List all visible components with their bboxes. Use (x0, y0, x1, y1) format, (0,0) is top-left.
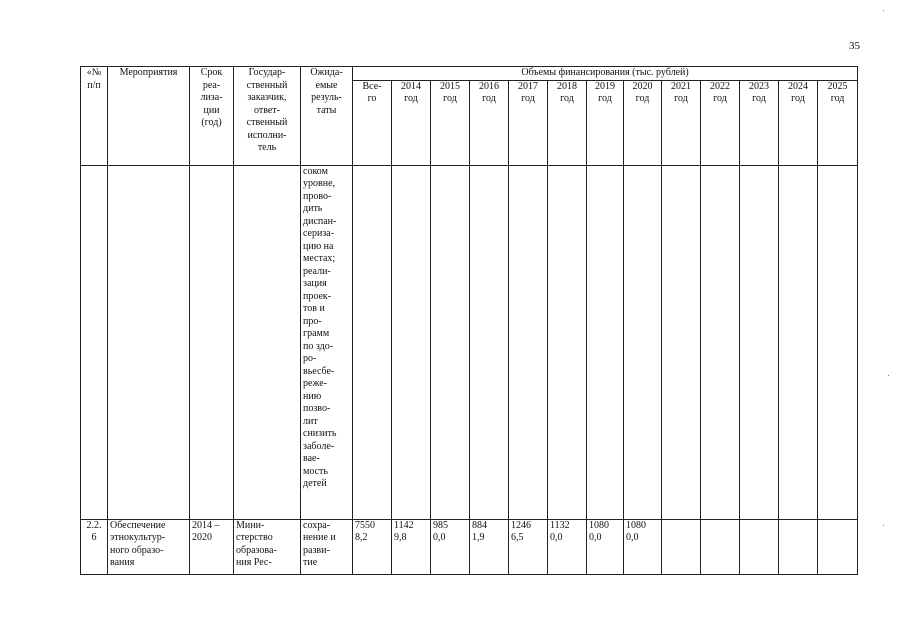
funding-table (80, 66, 858, 575)
header-no: «№ п/п (81, 67, 108, 166)
row-226-funding-value (662, 519, 701, 574)
header-activity: Мероприятия (108, 67, 190, 166)
row-226-funding-value: 985 0,0 (431, 519, 470, 574)
header-term: Срок реа- лиза- ции (год) (190, 67, 234, 166)
row-226-no: 2.2. 6 (81, 519, 108, 574)
page-number: 35 (849, 40, 860, 52)
cont-cell-funding (509, 165, 548, 519)
scan-speck (888, 375, 889, 376)
row-226-customer: Мини- стерство образова- ния Рес- (234, 519, 301, 574)
row-226-term: 2014 – 2020 (190, 519, 234, 574)
row-226-funding-value (818, 519, 858, 574)
cont-cell-activity (108, 165, 190, 519)
row-226-activity: Обеспечение этнокультур- ного образо- вания (108, 519, 190, 574)
header-funding-col: 2018 год (548, 80, 587, 165)
cont-cell-no (81, 165, 108, 519)
row-226-funding-value: 1246 6,5 (509, 519, 548, 574)
header-funding-col: 2019 год (587, 80, 624, 165)
cont-cell-funding (701, 165, 740, 519)
header-funding-col: 2015 год (431, 80, 470, 165)
cont-cell-funding (740, 165, 779, 519)
cont-cell-funding (662, 165, 701, 519)
header-funding-col: 2017 год (509, 80, 548, 165)
scan-speck (883, 10, 884, 11)
header-funding-col: 2023 год (740, 80, 779, 165)
row-226-funding-value: 7550 8,2 (353, 519, 392, 574)
row-226-funding-value (701, 519, 740, 574)
header-customer: Государ- ственный заказчик, ответ- ственный исполни- тель (234, 67, 301, 166)
header-funding-title: Объемы финансирования (тыс. рублей) (353, 67, 858, 81)
cont-cell-funding (587, 165, 624, 519)
row-226-funding-value (779, 519, 818, 574)
row-226-funding-value: 884 1,9 (470, 519, 509, 574)
row-226-expected: сохра- нение и разви- тие (301, 519, 353, 574)
cont-cell-customer (234, 165, 301, 519)
cont-cell-funding (779, 165, 818, 519)
header-funding-col: 2020 год (624, 80, 662, 165)
header-funding-col: 2025 год (818, 80, 858, 165)
cont-cell-funding (470, 165, 509, 519)
scan-speck (883, 525, 884, 526)
header-expected: Ожида- емые резуль- таты (301, 67, 353, 166)
header-funding-col: 2021 год (662, 80, 701, 165)
cont-cell-expected: соком уровне, прово- дить диспан- сериза- цию на местах; реали- зация проек- тов и про- грамм по здо- ро- вьесбе- реже- нию позво- лит снизить заболе- вае- мость детей (301, 165, 353, 519)
header-funding-col: Все- го (353, 80, 392, 165)
row-226-funding-value: 1142 9,8 (392, 519, 431, 574)
row-226-funding-value: 1132 0,0 (548, 519, 587, 574)
header-funding-col: 2024 год (779, 80, 818, 165)
header-funding-col: 2022 год (701, 80, 740, 165)
header-funding-col: 2016 год (470, 80, 509, 165)
cont-cell-funding (353, 165, 392, 519)
row-226-funding-value: 1080 0,0 (624, 519, 662, 574)
cont-cell-term (190, 165, 234, 519)
header-funding-col: 2014 год (392, 80, 431, 165)
row-226-funding-value (740, 519, 779, 574)
cont-cell-funding (548, 165, 587, 519)
cont-cell-funding (624, 165, 662, 519)
cont-cell-funding (392, 165, 431, 519)
cont-cell-funding (818, 165, 858, 519)
row-226-funding-value: 1080 0,0 (587, 519, 624, 574)
cont-cell-funding (431, 165, 470, 519)
